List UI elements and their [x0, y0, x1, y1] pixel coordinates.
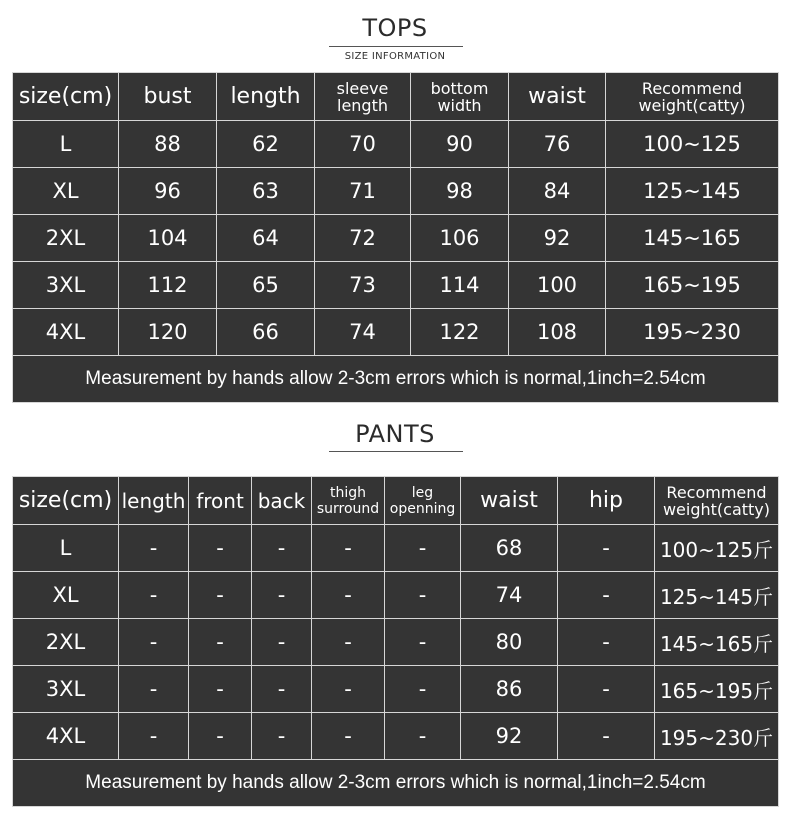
bust-cell: 96 — [119, 168, 217, 215]
table-row — [13, 525, 779, 572]
weight-cell: 125~145斤 — [655, 572, 779, 619]
sleeve-length-cell: 70 — [315, 121, 411, 168]
size-cell: 2XL — [13, 215, 119, 262]
bottom-width-cell: 98 — [411, 168, 509, 215]
tops-title-rule — [329, 46, 463, 47]
pants-header-front: front — [189, 477, 252, 525]
pants-header-leg-openning: leg openning — [385, 477, 461, 525]
pants-header-back: back — [252, 477, 312, 525]
pants-header-hip: hip — [558, 477, 655, 525]
table-row — [13, 309, 779, 356]
weight-cell: 165~195 — [606, 262, 779, 309]
length-cell: - — [119, 572, 189, 619]
bottom-width-cell: 106 — [411, 215, 509, 262]
bottom-width-cell: 90 — [411, 121, 509, 168]
table-row — [13, 215, 779, 262]
table-row — [13, 666, 779, 713]
length-cell: 65 — [217, 262, 315, 309]
size-cell: L — [13, 525, 119, 572]
tops-header-row — [13, 73, 779, 121]
hip-cell: - — [558, 572, 655, 619]
sleeve-length-cell: 73 — [315, 262, 411, 309]
weight-cell: 195~230斤 — [655, 713, 779, 760]
weight-cell: 145~165 — [606, 215, 779, 262]
tops-header-bust: bust — [119, 73, 217, 121]
thigh-surround-cell: - — [312, 525, 385, 572]
length-cell: 62 — [217, 121, 315, 168]
length-cell: - — [119, 666, 189, 713]
pants-title: PANTS — [355, 420, 435, 448]
table-row — [13, 262, 779, 309]
pants-header-row — [13, 477, 779, 525]
size-cell: 4XL — [13, 713, 119, 760]
pants-header-length: length — [119, 477, 189, 525]
tops-header-waist: waist — [509, 73, 606, 121]
sleeve-length-cell: 72 — [315, 215, 411, 262]
size-cell: 2XL — [13, 619, 119, 666]
pants-header-thigh-surround: thigh surround — [312, 477, 385, 525]
size-cell: L — [13, 121, 119, 168]
bust-cell: 112 — [119, 262, 217, 309]
waist-cell: 92 — [509, 215, 606, 262]
waist-cell: 100 — [509, 262, 606, 309]
leg-openning-cell: - — [385, 666, 461, 713]
front-cell: - — [189, 666, 252, 713]
tops-header-size: size(cm) — [13, 73, 119, 121]
size-cell: XL — [13, 168, 119, 215]
bust-cell: 88 — [119, 121, 217, 168]
table-row — [13, 121, 779, 168]
leg-openning-cell: - — [385, 525, 461, 572]
hip-cell: - — [558, 713, 655, 760]
length-cell: 63 — [217, 168, 315, 215]
size-cell: 4XL — [13, 309, 119, 356]
weight-cell: 100~125 — [606, 121, 779, 168]
pants-note-row — [13, 760, 779, 807]
waist-cell: 74 — [461, 572, 558, 619]
tops-subtitle: SIZE INFORMATION — [344, 51, 446, 62]
front-cell: - — [189, 525, 252, 572]
pants-header-waist: waist — [461, 477, 558, 525]
bottom-width-cell: 122 — [411, 309, 509, 356]
tops-header-sleeve-length: sleeve length — [315, 73, 411, 121]
tops-header-recommend-weight: Recommend weight(catty) — [606, 73, 779, 121]
tops-header-length: length — [217, 73, 315, 121]
leg-openning-cell: - — [385, 619, 461, 666]
tops-header-bottom-width: bottom width — [411, 73, 509, 121]
length-cell: - — [119, 713, 189, 760]
length-cell: 64 — [217, 215, 315, 262]
hip-cell: - — [558, 525, 655, 572]
waist-cell: 84 — [509, 168, 606, 215]
front-cell: - — [189, 619, 252, 666]
leg-openning-cell: - — [385, 713, 461, 760]
weight-cell: 165~195斤 — [655, 666, 779, 713]
hip-cell: - — [558, 619, 655, 666]
back-cell: - — [252, 619, 312, 666]
bottom-width-cell: 114 — [411, 262, 509, 309]
pants-size-table — [12, 476, 779, 807]
pants-header-size: size(cm) — [13, 477, 119, 525]
table-row — [13, 619, 779, 666]
waist-cell: 68 — [461, 525, 558, 572]
length-cell: 66 — [217, 309, 315, 356]
bust-cell: 120 — [119, 309, 217, 356]
waist-cell: 92 — [461, 713, 558, 760]
back-cell: - — [252, 713, 312, 760]
waist-cell: 80 — [461, 619, 558, 666]
table-row — [13, 713, 779, 760]
length-cell: - — [119, 525, 189, 572]
size-cell: 3XL — [13, 262, 119, 309]
tops-measurement-note: Measurement by hands allow 2-3cm errors which is normal,1inch=2.54cm — [13, 356, 779, 403]
back-cell: - — [252, 666, 312, 713]
leg-openning-cell: - — [385, 572, 461, 619]
thigh-surround-cell: - — [312, 572, 385, 619]
back-cell: - — [252, 572, 312, 619]
front-cell: - — [189, 713, 252, 760]
sleeve-length-cell: 71 — [315, 168, 411, 215]
size-cell: XL — [13, 572, 119, 619]
weight-cell: 145~165斤 — [655, 619, 779, 666]
weight-cell: 125~145 — [606, 168, 779, 215]
length-cell: - — [119, 619, 189, 666]
weight-cell: 195~230 — [606, 309, 779, 356]
weight-cell: 100~125斤 — [655, 525, 779, 572]
size-cell: 3XL — [13, 666, 119, 713]
back-cell: - — [252, 525, 312, 572]
thigh-surround-cell: - — [312, 713, 385, 760]
thigh-surround-cell: - — [312, 619, 385, 666]
tops-note-row — [13, 356, 779, 403]
pants-measurement-note: Measurement by hands allow 2-3cm errors which is normal,1inch=2.54cm — [13, 760, 779, 807]
table-row — [13, 572, 779, 619]
waist-cell: 86 — [461, 666, 558, 713]
waist-cell: 108 — [509, 309, 606, 356]
tops-title: TOPS — [362, 14, 428, 42]
bust-cell: 104 — [119, 215, 217, 262]
table-row — [13, 168, 779, 215]
pants-title-rule — [329, 451, 463, 452]
hip-cell: - — [558, 666, 655, 713]
sleeve-length-cell: 74 — [315, 309, 411, 356]
waist-cell: 76 — [509, 121, 606, 168]
front-cell: - — [189, 572, 252, 619]
tops-size-table — [12, 72, 779, 403]
pants-header-recommend-weight: Recommend weight(catty) — [655, 477, 779, 525]
thigh-surround-cell: - — [312, 666, 385, 713]
